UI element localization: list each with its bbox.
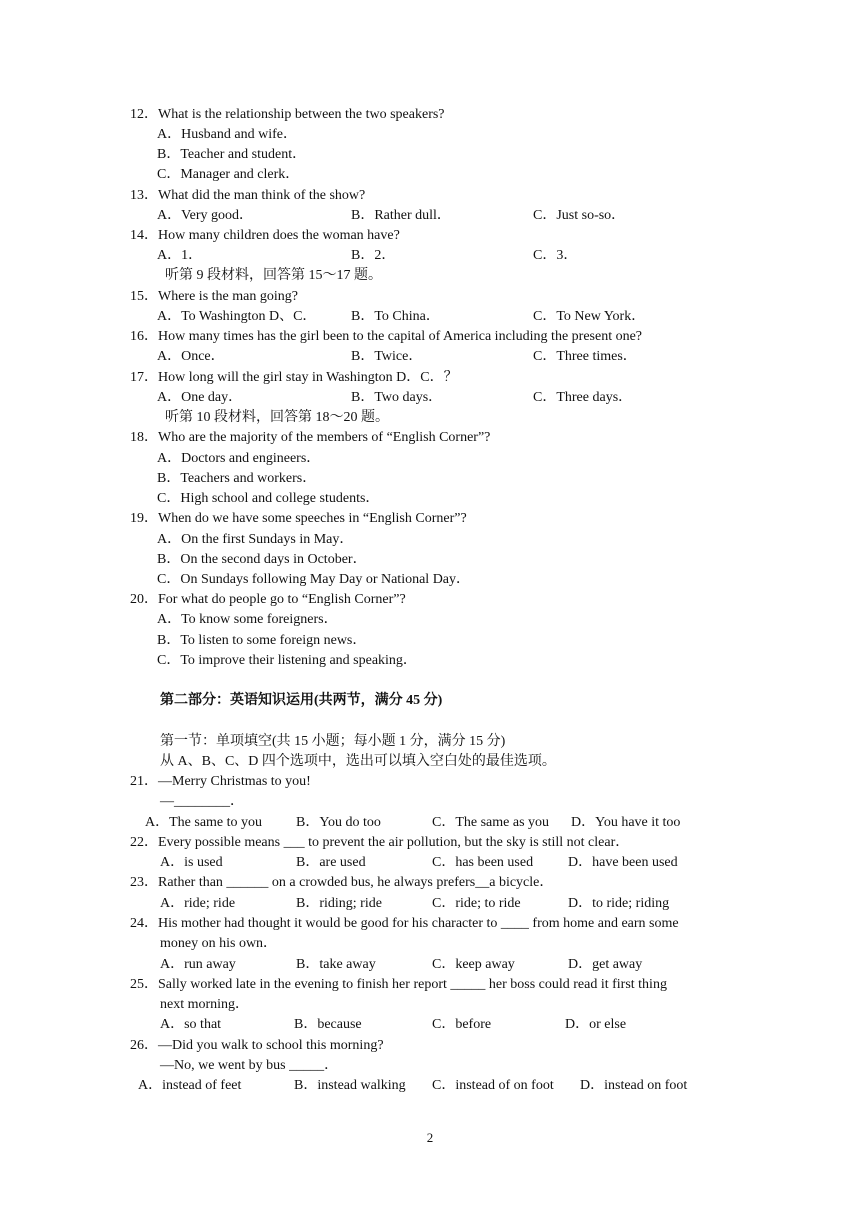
question-25: 25．Sally worked late in the evening to finish her report _____ her boss could read it first thing — [130, 977, 667, 992]
option: A．On the first Sundays in May． — [157, 532, 354, 547]
option: A．To know some foreigners． — [157, 612, 338, 627]
question-13: 13．What did the man think of the show? — [130, 188, 366, 203]
option: B．Twice． — [351, 349, 423, 364]
option: B．You do too — [296, 815, 381, 830]
option: B．On the second days in October． — [157, 552, 367, 567]
option: C．On Sundays following May Day or National Day． — [157, 572, 471, 587]
question-21: 21．—Merry Christmas to you! — [130, 774, 311, 789]
option: A．instead of feet — [138, 1078, 242, 1093]
option: B．riding; ride — [296, 896, 382, 911]
question-16: 16．How many times has the girl been to the capital of America including the present one? — [130, 329, 643, 344]
option: B．are used — [296, 855, 366, 870]
question-line: —No, we went by bus _____． — [160, 1058, 339, 1073]
option: B．To listen to some foreign news． — [157, 633, 367, 648]
question-15: 15．Where is the man going? — [130, 289, 298, 304]
listening-instruction: 听第 10 段材料，回答第 18～20 题。 — [165, 410, 389, 425]
option: D．to ride; riding — [568, 896, 670, 911]
question-14: 14．How many children does the woman have? — [130, 228, 400, 243]
section-heading: 第二部分：英语知识运用(共两节，满分 45 分) — [160, 693, 443, 708]
question-17: 17．How long will the girl stay in Washington D．C．？ — [130, 370, 458, 385]
option: A．Doctors and engineers． — [157, 451, 321, 466]
question-12: 12．What is the relationship between the two speakers? — [130, 107, 445, 122]
option: D．instead on foot — [580, 1078, 688, 1093]
option: C．To New York． — [533, 309, 646, 324]
option: B．Rather dull． — [351, 208, 451, 223]
option: A．so that — [160, 1017, 222, 1032]
question-24: 24．His mother had thought it would be good for his character to ____ from home and earn some — [130, 916, 679, 931]
option: A．Once． — [157, 349, 225, 364]
option: A．ride; ride — [160, 896, 236, 911]
option: B．To China． — [351, 309, 440, 324]
option: A．is used — [160, 855, 223, 870]
option: A．1． — [157, 248, 203, 263]
option: C．3． — [533, 248, 578, 263]
option: C．has been used — [432, 855, 534, 870]
option: C．keep away — [432, 957, 515, 972]
page-number: 2 — [426, 1130, 434, 1145]
question-line: —________． — [160, 794, 244, 809]
option: A．Husband and wife． — [157, 127, 297, 142]
option: C．ride; to ride — [432, 896, 521, 911]
question-19: 19．When do we have some speeches in “English Corner”? — [130, 511, 467, 526]
option: B．2． — [351, 248, 396, 263]
option: A．run away — [160, 957, 236, 972]
question-line: next morning． — [160, 997, 250, 1012]
option: C．before — [432, 1017, 492, 1032]
option: C．Manager and clerk． — [157, 167, 300, 182]
option: B．take away — [296, 957, 376, 972]
option: D．You have it too — [571, 815, 681, 830]
option: B．Teachers and workers． — [157, 471, 317, 486]
option: B．Teacher and student． — [157, 147, 307, 162]
listening-instruction: 听第 9 段材料，回答第 15～17 题。 — [165, 268, 382, 283]
option: A．One day． — [157, 390, 243, 405]
option: A．To Washington D、C． — [157, 309, 317, 324]
option: C．High school and college students． — [157, 491, 380, 506]
option: D．get away — [568, 957, 643, 972]
option: C．To improve their listening and speaking． — [157, 653, 417, 668]
option: D．or else — [565, 1017, 627, 1032]
instructions: 从 A、B、C、D 四个选项中，选出可以填入空白处的最佳选项。 — [160, 754, 556, 769]
question-22: 22．Every possible means ___ to prevent the air pollution, but the sky is still not clear． — [130, 835, 630, 850]
option: C．Just so-so． — [533, 208, 626, 223]
option: B．instead walking — [294, 1078, 406, 1093]
option: A．The same to you — [145, 815, 263, 830]
question-18: 18．Who are the majority of the members of “English Corner”? — [130, 430, 491, 445]
option: C．instead of on foot — [432, 1078, 554, 1093]
option: D．have been used — [568, 855, 678, 870]
question-26: 26．—Did you walk to school this morning? — [130, 1038, 384, 1053]
question-20: 20．For what do people go to “English Corner”? — [130, 592, 406, 607]
option: C．Three times． — [533, 349, 637, 364]
option: C．Three days． — [533, 390, 633, 405]
option: C．The same as you — [432, 815, 550, 830]
option: B．Two days． — [351, 390, 443, 405]
question-23: 23．Rather than ______ on a crowded bus, he always prefers__a bicycle． — [130, 875, 554, 890]
subsection-heading: 第一节：单项填空(共 15 小题；每小题 1 分，满分 15 分) — [160, 734, 506, 749]
option: B．because — [294, 1017, 362, 1032]
option: A．Very good． — [157, 208, 254, 223]
question-line: money on his own． — [160, 936, 278, 951]
